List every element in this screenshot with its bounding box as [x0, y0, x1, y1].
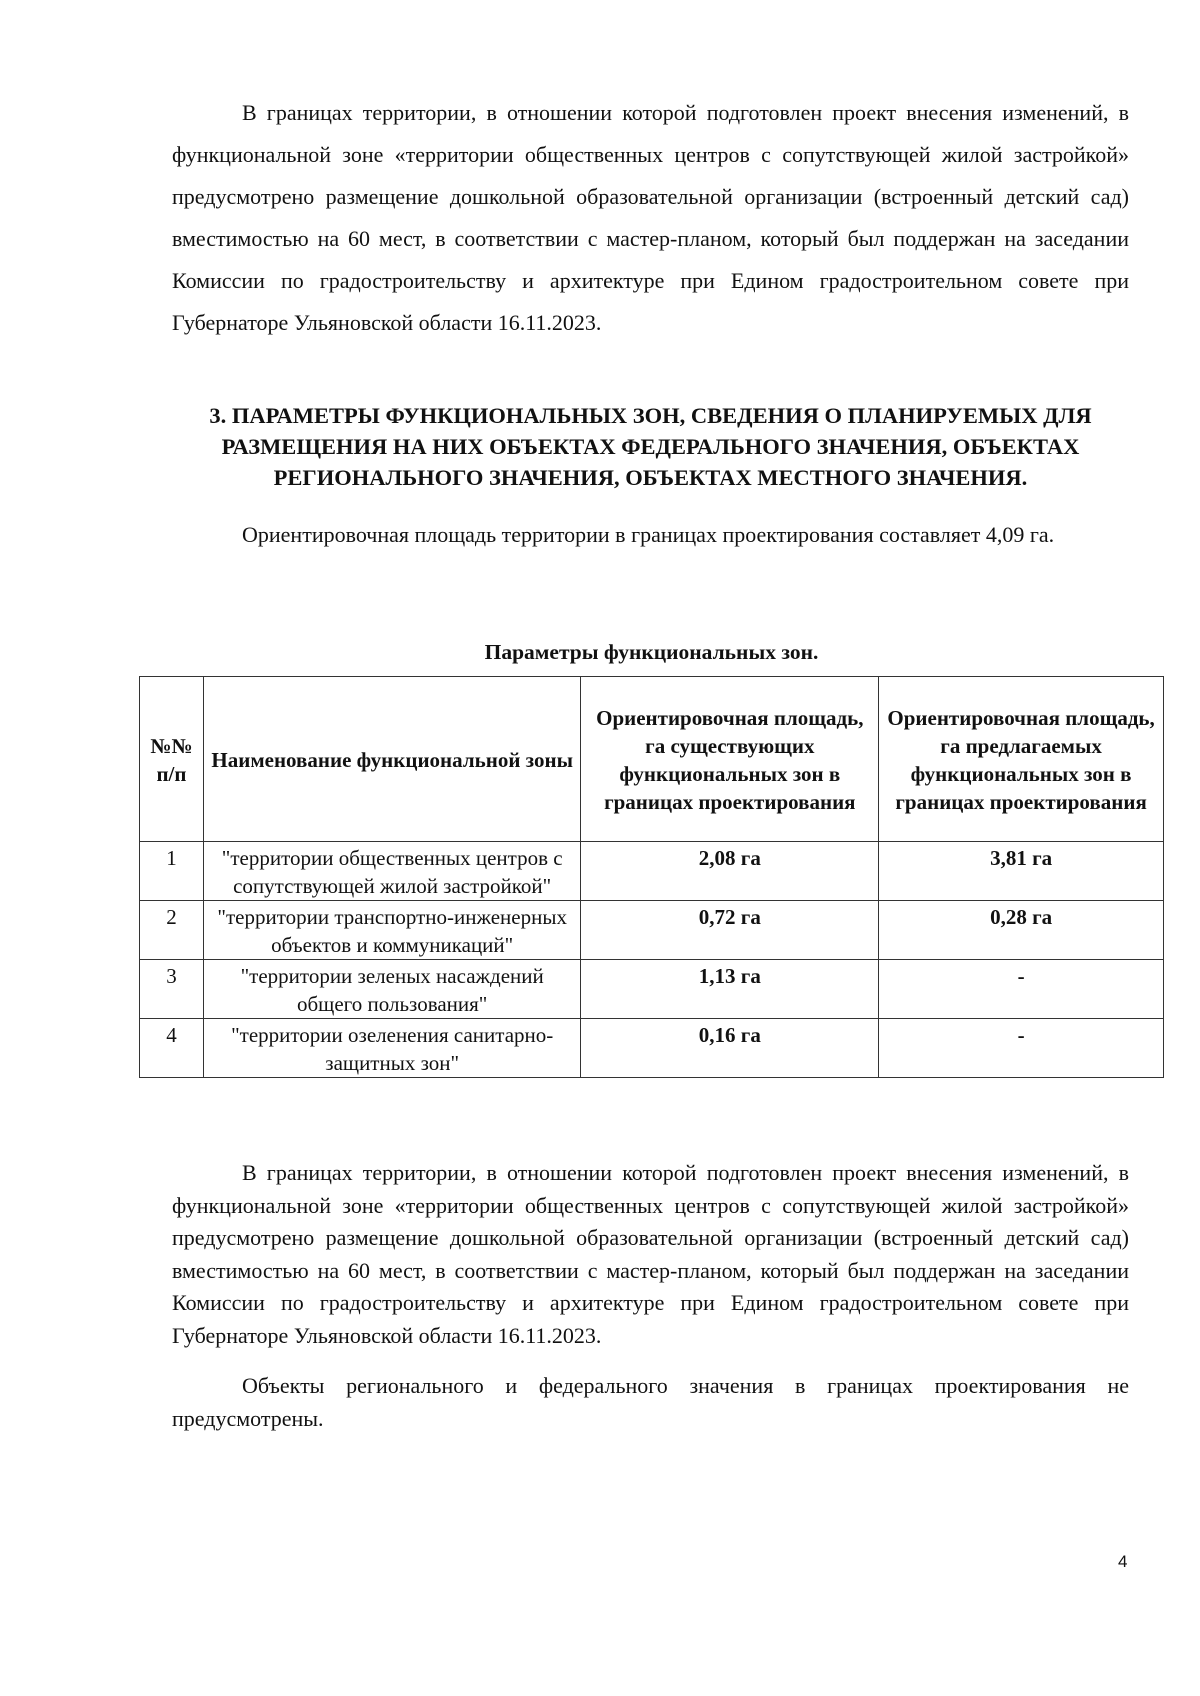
header-number: №№ п/п — [140, 677, 204, 842]
table-header-row — [140, 677, 1164, 842]
intro-paragraph: В границах территории, в отношении которой подготовлен проект внесения изменений, в функциональной зоне «территории общественных центров с сопутствующей жилой застройкой» предусмотрено размещение дошкольной образовательной организации (встроенный детский сад) вместимостью на 60 мест, в соответствии с мастер-планом, который был поддержан на заседании Комиссии по градостроительству и архитектуре при Едином градостроительном совете при Губернаторе Ульяновской области 16.11.2023. — [172, 100, 1129, 335]
functional-zones-table — [139, 676, 1164, 1078]
row-number: 4 — [140, 1019, 204, 1078]
row-zone-name: "территории озеленения санитарно-защитных зон" — [203, 1019, 581, 1078]
table-title: Параметры функциональных зон. — [484, 640, 819, 664]
row-existing-area: 0,72 га — [581, 901, 879, 960]
section-heading: 3. ПАРАМЕТРЫ ФУНКЦИОНАЛЬНЫХ ЗОН, СВЕДЕНИЯ О ПЛАНИРУЕМЫХ ДЛЯ РАЗМЕЩЕНИЯ НА НИХ ОБЪЕКТАХ ФЕДЕРАЛЬНОГО ЗНАЧЕНИЯ, ОБЪЕКТАХ РЕГИОНАЛЬНОГО ЗНАЧЕНИЯ, ОБЪЕКТАХ МЕСТНОГО ЗНАЧЕНИЯ. — [209, 403, 1092, 490]
table-row — [140, 842, 1164, 901]
row-existing-area: 0,16 га — [581, 1019, 879, 1078]
area-paragraph: Ориентировочная площадь территории в границах проектирования составляет 4,09 га. — [242, 522, 1055, 547]
header-existing-area: Ориентировочная площадь, га существующих функциональных зон в границах проектирования — [581, 677, 879, 842]
page-number: 4 — [1118, 1552, 1128, 1571]
kindergarten-paragraph: В границах территории, в отношении которой подготовлен проект внесения изменений, в функциональной зоне «территории общественных центров с сопутствующей жилой застройкой» предусмотрено размещение дошкольной образовательной организации (встроенный детский сад) вместимостью на 60 мест, в соответствии с мастер-планом, который был поддержан на заседании Комиссии по градостроительству и архитектуре при Едином градостроительном совете при Губернаторе Ульяновской области 16.11.2023. — [172, 1160, 1129, 1348]
row-zone-name: "территории транспортно-инженерных объектов и коммуникаций" — [203, 901, 581, 960]
row-existing-area: 1,13 га — [581, 960, 879, 1019]
table-row — [140, 960, 1164, 1019]
header-zone-name: Наименование функциональной зоны — [203, 677, 581, 842]
row-zone-name: "территории зеленых насаждений общего пользования" — [203, 960, 581, 1019]
row-proposed-area: - — [879, 1019, 1164, 1078]
row-number: 3 — [140, 960, 204, 1019]
table-row — [140, 901, 1164, 960]
row-zone-name: "территории общественных центров с сопутствующей жилой застройкой" — [203, 842, 581, 901]
row-number: 2 — [140, 901, 204, 960]
header-proposed-area: Ориентировочная площадь, га предлагаемых функциональных зон в границах проектирования — [879, 677, 1164, 842]
row-proposed-area: 3,81 га — [879, 842, 1164, 901]
row-proposed-area: - — [879, 960, 1164, 1019]
row-existing-area: 2,08 га — [581, 842, 879, 901]
row-number: 1 — [140, 842, 204, 901]
row-proposed-area: 0,28 га — [879, 901, 1164, 960]
table-row — [140, 1019, 1164, 1078]
objects-paragraph: Объекты регионального и федерального значения в границах проектирования не предусмотрены. — [172, 1373, 1129, 1431]
